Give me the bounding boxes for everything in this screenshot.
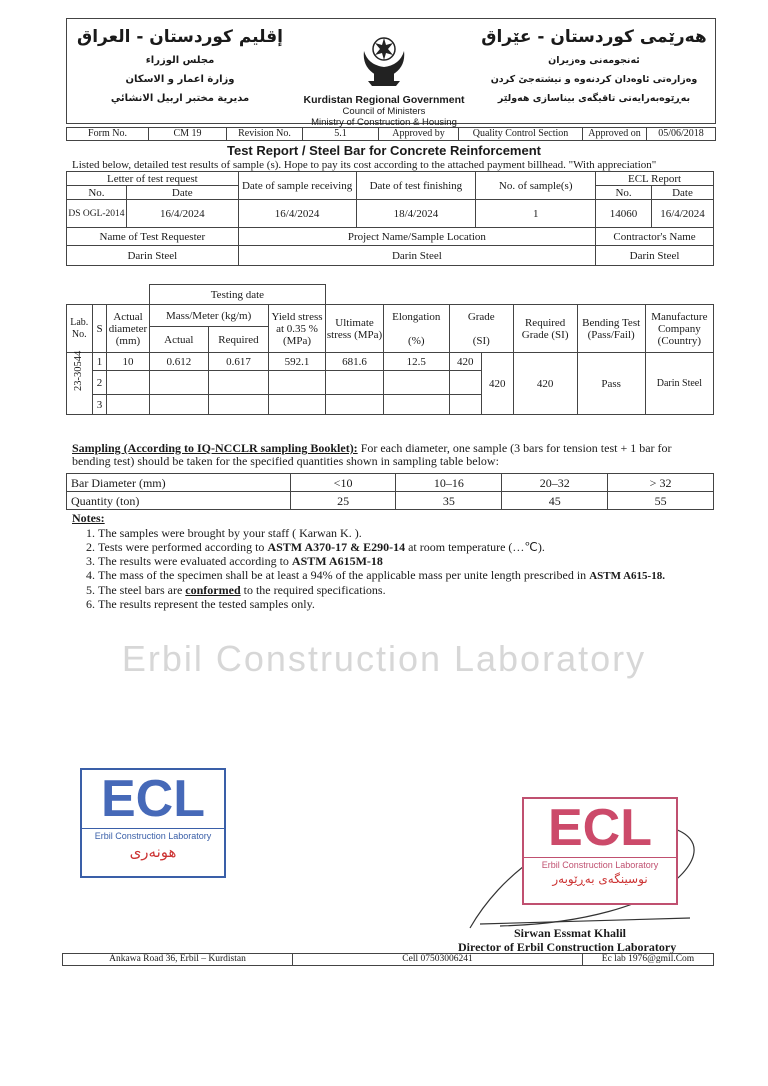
grade-a: 420 (449, 353, 481, 371)
revision-label: Revision No. (227, 128, 303, 140)
note-5: 5. The steel bars are conformed to the required specifications. (98, 583, 712, 597)
project-label: Project Name/Sample Location (238, 228, 595, 246)
signatory-name: Sirwan Essmat Khalil (514, 926, 627, 940)
letterhead (66, 18, 716, 128)
council-name: Council of Ministers (342, 106, 426, 117)
table-row (67, 474, 714, 492)
stamp-caption: Erbil Construction Laboratory (82, 828, 224, 843)
letter-no: DS OGL-2014 (67, 200, 127, 228)
watermark-text: Erbil Construction Laboratory (121, 638, 647, 679)
staff-name: Karwan K. (299, 526, 352, 540)
approved-on-value: 05/06/2018 (658, 128, 704, 139)
ecl-logo-icon: ECL (548, 799, 652, 857)
samples-header: No. of sample(s) (476, 172, 596, 200)
arabic-council: مجلس الوزراء (145, 55, 215, 66)
kurdish-directorate: بەڕێوەبەرایەتی تاقیگەی بیناسازی هەولێر (497, 93, 691, 104)
ecl-report-date: 16/4/2024 (652, 200, 714, 228)
note-1: 1. The samples were brought by your staff ( Karwan K. ). (98, 526, 712, 540)
receiving-header: Date of sample receiving (238, 172, 356, 200)
grade-label: Grade (467, 310, 495, 323)
ultimate-header: Ultimate stress (MPa) (326, 305, 384, 353)
kurdish-header-block (479, 27, 709, 104)
intro-text: Listed below, detailed test results of sample (s). Hope to pay its cost according to the attached payment billhead. "With appreciation" (72, 159, 657, 171)
sampling-heading: Sampling (According to IQ-NCCLR sampling Booklet): (72, 441, 358, 455)
requester-name: Darin Steel (67, 246, 239, 266)
diameter: 10 (107, 353, 149, 371)
sample-3: 3 (92, 395, 107, 415)
mass-header: Mass/Meter (kg/m) (149, 305, 268, 327)
lab-no: 23-30544 (73, 350, 85, 391)
krg-block (299, 29, 469, 128)
finishing-header: Date of test finishing (356, 172, 476, 200)
finishing-date: 18/4/2024 (356, 200, 476, 228)
quantity-value: 25 (290, 492, 396, 510)
diameter-range: <10 (290, 474, 396, 492)
quantity-label: Quantity (ton) (67, 492, 291, 510)
stamp-kurdish: هونەری (129, 843, 177, 861)
mass-actual-header: Actual (149, 327, 209, 353)
approved-by-value: Quality Control Section (459, 128, 583, 140)
krg-emblem-icon (358, 29, 410, 87)
receiving-date: 16/4/2024 (238, 200, 356, 228)
elongation: 12.5 (383, 353, 449, 371)
grade-b: 420 (481, 353, 513, 415)
testing-date (326, 285, 714, 305)
requester-label: Name of Test Requester (67, 228, 239, 246)
quantity-value: 45 (502, 492, 608, 510)
bending-result: Pass (577, 353, 645, 415)
results-table (66, 284, 714, 415)
approved-on-label: Approved on (583, 128, 647, 140)
form-info-strip (66, 127, 716, 141)
ecl-date-label: Date (652, 186, 714, 200)
report-title: Test Report / Steel Bar for Concrete Reinforcement (227, 143, 541, 158)
diameter-header: Actual diameter (mm) (107, 305, 149, 353)
testing-date-label: Testing date (149, 285, 326, 305)
page-footer (62, 953, 714, 966)
ecl-report-header: ECL Report (596, 172, 714, 186)
arabic-header-block (75, 27, 285, 104)
ecl-stamp-blue (80, 768, 226, 878)
kurdish-ministry: وەزارەتی ئاوەدان کردنەوە و نیشتەجێ کردن (490, 74, 698, 85)
footer-address: Ankawa Road 36, Erbil – Kurdistan (63, 954, 293, 965)
bar-diameter-label: Bar Diameter (mm) (67, 474, 291, 492)
note-4: 4. The mass of the specimen shall be at least a 94% of the applicable mass per unite length prescribed in ASTM A615-18. (98, 568, 712, 583)
sampling-table (66, 473, 714, 510)
bending-header: Bending Test (Pass/Fail) (577, 305, 645, 353)
signatory-title: Director of Erbil Construction Laboratory (458, 940, 677, 954)
ecl-logo-icon: ECL (101, 770, 205, 828)
diameter-range: 20–32 (502, 474, 608, 492)
sample-2: 2 (92, 371, 107, 395)
quantity-value: 35 (396, 492, 502, 510)
manufacturer: Darin Steel (645, 353, 713, 415)
letter-no-label: No. (67, 186, 127, 200)
stamp-kurdish: نوسینگەی بەڕێوبەر (552, 872, 648, 886)
notes-heading: Notes: (72, 511, 105, 525)
sampling-paragraph (72, 442, 712, 468)
arabic-directorate: مديرية مختبر اربيل الانشائي (110, 93, 250, 104)
letter-date-label: Date (126, 186, 238, 200)
note-6: 6. The results represent the tested samples only. (98, 597, 712, 611)
form-no-value: CM 19 (149, 128, 227, 140)
ecl-report-no: 14060 (596, 200, 652, 228)
s-header: S (92, 305, 107, 353)
manufacturer-header: Manufacture Company (Country) (645, 305, 713, 353)
mass-required-header: Required (209, 327, 269, 353)
krg-name: Kurdistan Regional Government (303, 94, 465, 106)
approved-by-label: Approved by (379, 128, 459, 140)
revision-value: 5.1 (303, 128, 379, 140)
note-2: 2. Tests were performed according to ASTM A370-17 & E290-14 at room temperature (…℃). (98, 540, 712, 554)
sample-1: 1 (92, 353, 107, 371)
quantity-value: 55 (608, 492, 714, 510)
note-3: 3. The results were evaluated according to ASTM A615M-18 (98, 554, 712, 568)
required-grade: 420 (513, 353, 577, 415)
contractor-name: Darin Steel (596, 246, 714, 266)
arabic-region-title: إقليم كوردستان - العراق (77, 27, 283, 47)
form-no-label: Form No. (67, 128, 149, 140)
elongation-header (383, 305, 449, 353)
stamp-caption: Erbil Construction Laboratory (524, 857, 676, 872)
grade-unit: (SI) (472, 334, 490, 347)
lab-no-cell (67, 350, 93, 415)
request-table (66, 171, 714, 266)
ecl-no-label: No. (596, 186, 652, 200)
mass-required: 0.617 (209, 353, 269, 371)
kurdish-region-title: هەرێمی کوردستان - عێراق (481, 27, 707, 47)
footer-email: Ec lab 1976@gmil.Com (601, 954, 695, 964)
elongation-unit: (%) (408, 334, 425, 347)
required-grade-header: Required Grade (SI) (513, 305, 577, 353)
ultimate-stress: 681.6 (326, 353, 384, 371)
diameter-range: 10–16 (396, 474, 502, 492)
kurdish-council: ئەنجومەنی وەزیران (548, 55, 640, 66)
diameter-range: > 32 (608, 474, 714, 492)
grade-header (449, 305, 513, 353)
letter-date: 16/4/2024 (126, 200, 238, 228)
yield-stress: 592.1 (268, 353, 326, 371)
lab-no-header: Lab. No. (67, 305, 93, 353)
ministry-name: Ministry of Construction & Housing (311, 117, 457, 128)
footer-phone: Cell 07503006241 (293, 954, 583, 965)
mass-actual: 0.612 (149, 353, 209, 371)
sampling-text: For each diameter, one sample (3 bars for tension test + 1 bar for bending test) should be taken for the specified quantities shown in sampling table below: (72, 441, 672, 468)
arabic-ministry: وزارة اعمار و الاسكان (125, 74, 235, 85)
project-name: Darin Steel (238, 246, 595, 266)
notes-section (72, 511, 712, 611)
letter-header: Letter of test request (67, 172, 239, 186)
contractor-label: Contractor's Name (596, 228, 714, 246)
yield-header: Yield stress at 0.35 % (MPa) (268, 305, 326, 353)
sample-count: 1 (476, 200, 596, 228)
table-row (67, 353, 714, 371)
elongation-label: Elongation (392, 310, 441, 323)
ecl-stamp-red (522, 797, 678, 905)
table-row (67, 492, 714, 510)
